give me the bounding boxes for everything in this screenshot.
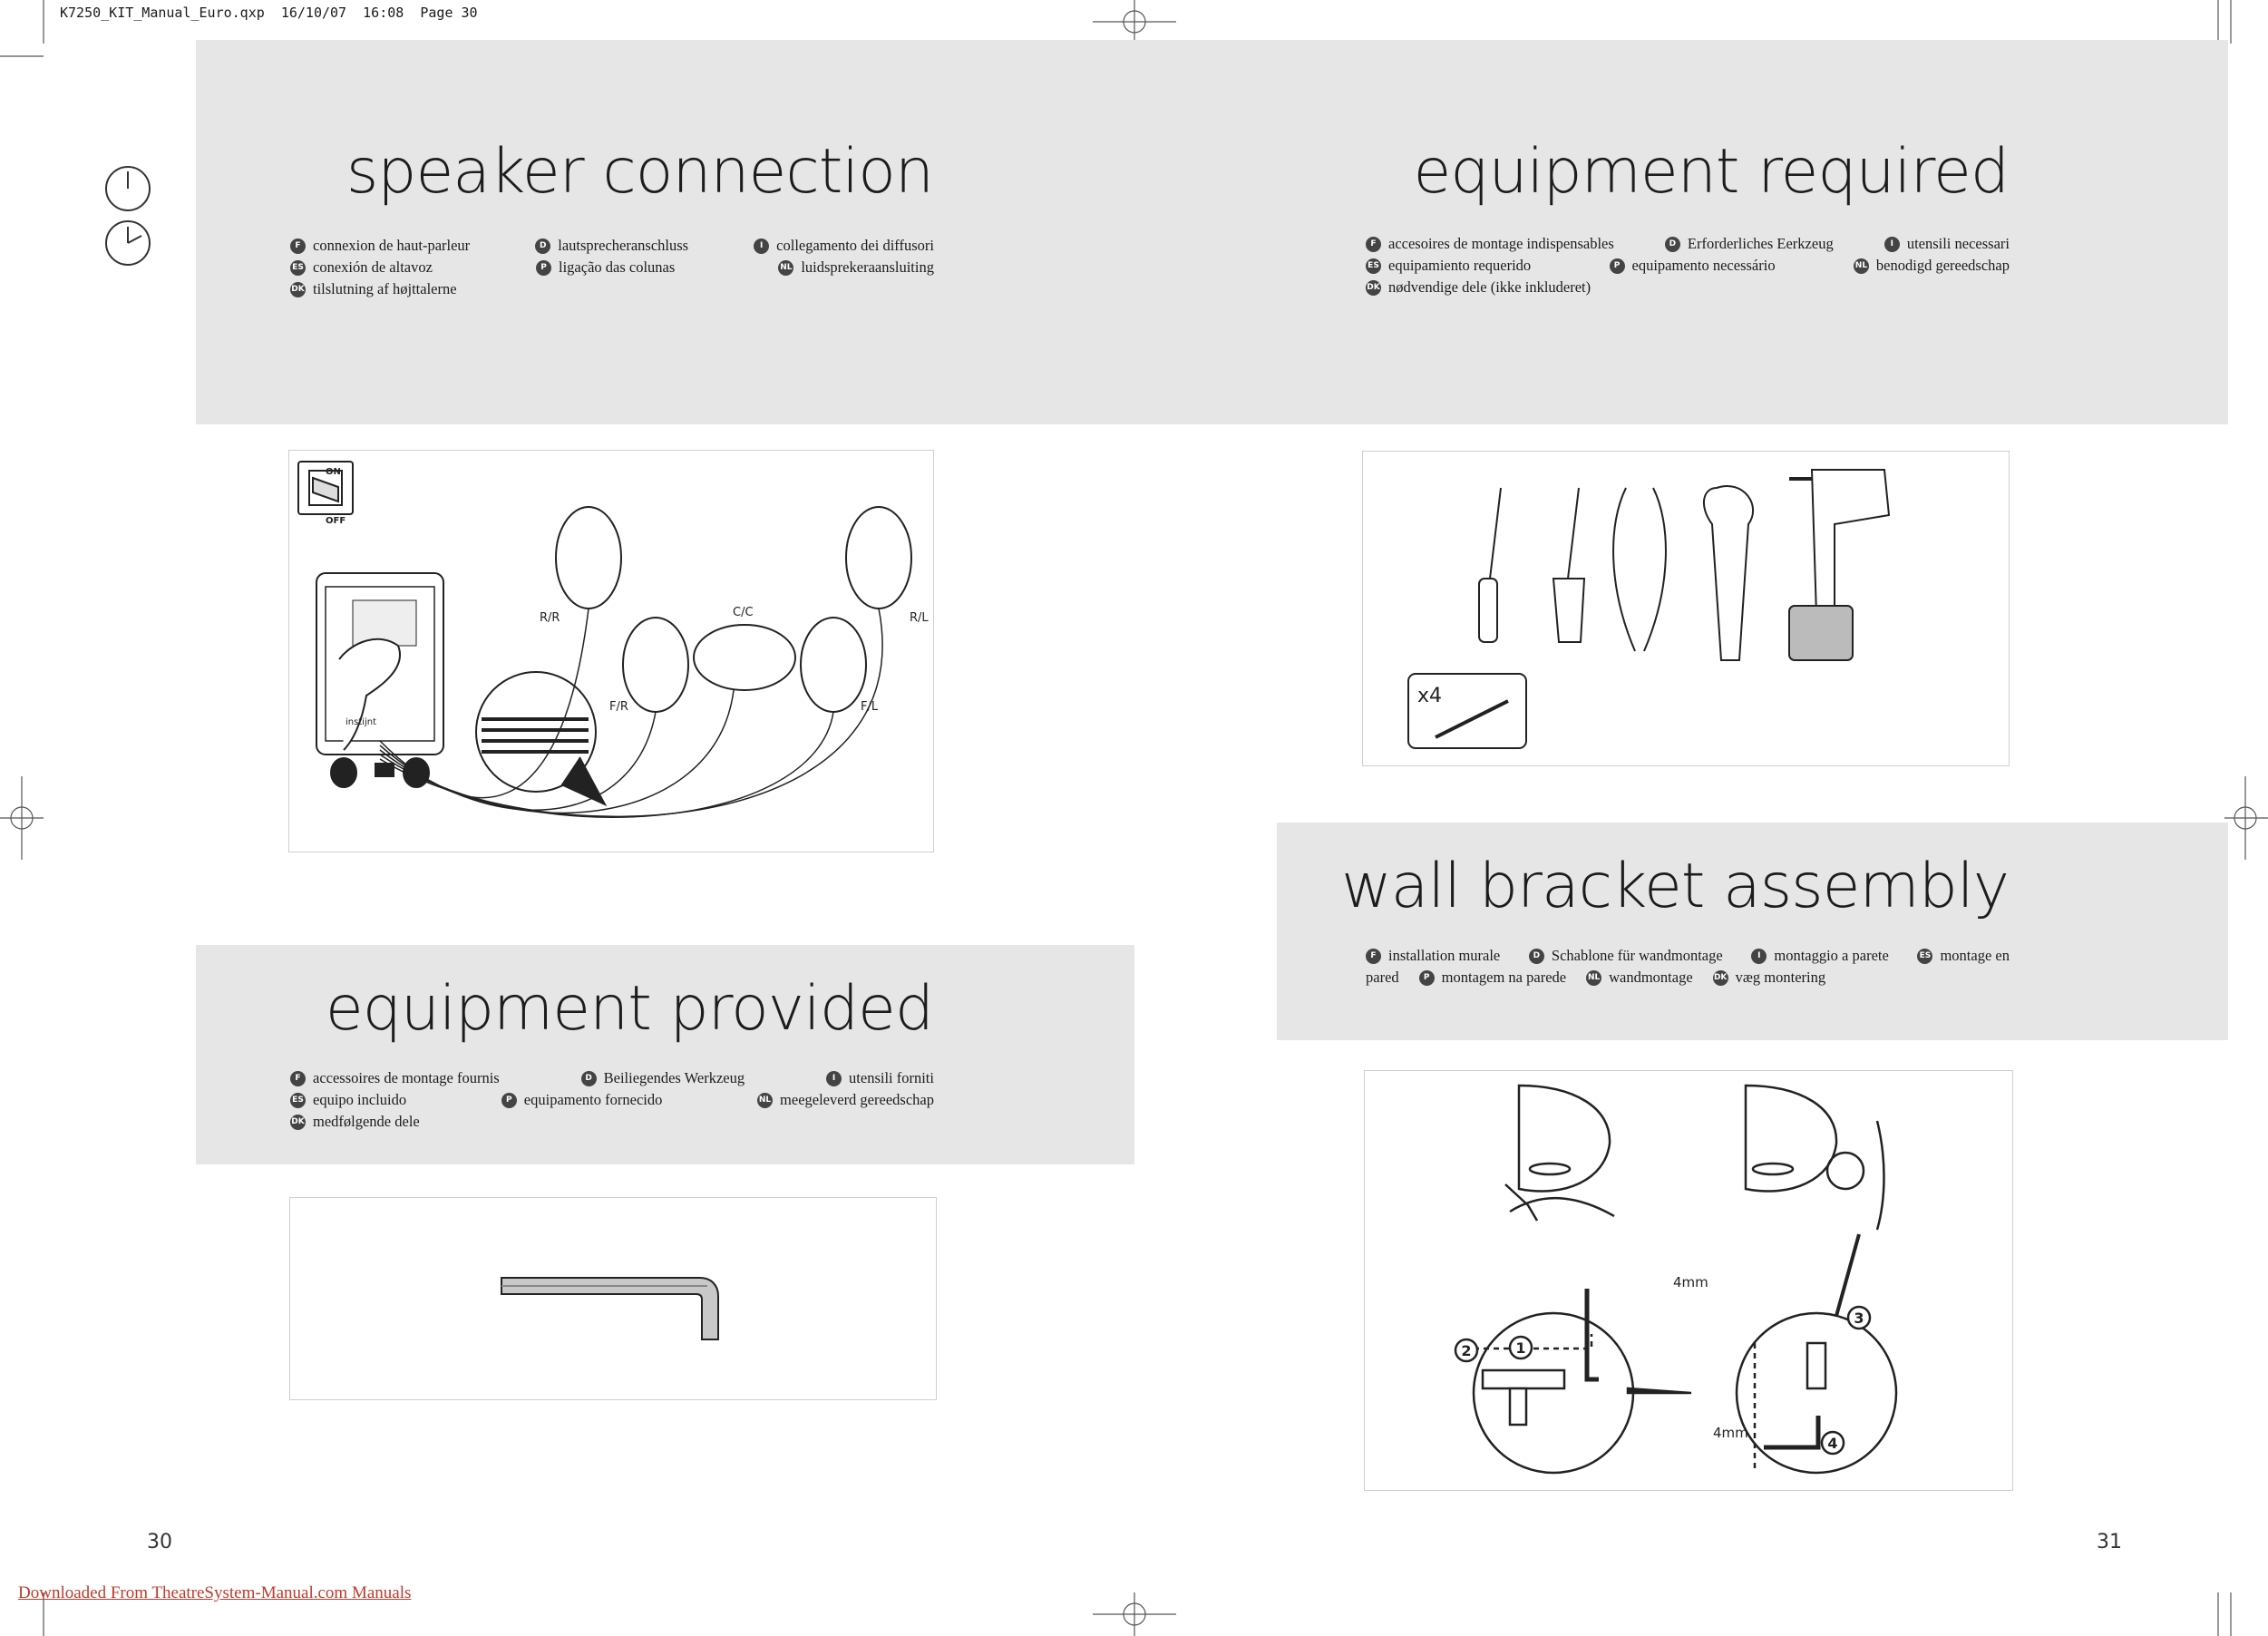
front-right-label: F/R — [609, 700, 628, 714]
page-number-left: 30 — [147, 1531, 172, 1553]
lang-badge: F — [1366, 949, 1381, 964]
rear-right-label: R/R — [540, 611, 560, 625]
lang-badge: ES — [290, 1093, 306, 1108]
wall-bracket-translations — [1366, 945, 2010, 988]
lang-entry: NL benodigd gereedschap — [1854, 257, 2010, 274]
lang-badge: ES — [1917, 949, 1932, 964]
lang-badge: P — [501, 1093, 517, 1108]
brand-label: instijnt — [346, 717, 377, 727]
lang-badge: P — [1610, 258, 1625, 274]
lang-entry: F accessoires de montage fournis — [290, 1067, 500, 1089]
lang-badge: D — [1529, 949, 1544, 964]
lang-entry: F accesoires de montage indispensables — [1366, 233, 1614, 255]
translation-line — [290, 1067, 934, 1089]
quantity-label: x4 — [1417, 685, 1443, 707]
lang-badge: D — [535, 239, 550, 254]
lang-badge: DK — [1713, 970, 1728, 986]
translation-line — [290, 1111, 934, 1133]
wall-bracket-title: wall bracket assembly — [1341, 851, 2009, 922]
speaker-connection-panel — [196, 40, 1134, 424]
lang-entry: ES equipo incluido — [290, 1089, 406, 1111]
lang-entry: DK medfølgende dele — [291, 1113, 420, 1130]
lang-entry: NL meegeleverd gereedschap — [758, 1091, 934, 1108]
lang-entry: D Schablone für wandmontage — [1529, 945, 1723, 967]
translation-line — [1366, 967, 2010, 988]
lang-entry: NL luidsprekeraansluiting — [780, 258, 934, 276]
step-1-label: 1 — [1515, 1339, 1526, 1357]
translation-line — [1366, 945, 2010, 967]
lang-badge: D — [581, 1071, 597, 1086]
rear-left-label: R/L — [910, 611, 929, 625]
lang-entry: ES montage en — [1917, 945, 2010, 967]
speaker-connection-title: speaker connection — [346, 136, 933, 208]
lang-badge: I — [754, 239, 769, 254]
tool-size-label: 4mm — [1713, 1425, 1748, 1441]
lang-entry: P montagem na parede — [1419, 967, 1566, 988]
switch-off-label: OFF — [326, 516, 346, 526]
lang-continuation: pared — [1366, 969, 1399, 986]
center-label: C/C — [733, 606, 754, 619]
lang-badge: NL — [1586, 970, 1601, 986]
lang-entry: DK nødvendige dele (ikke inkluderet) — [1367, 278, 1591, 296]
lang-entry: F connexion de haut-parleur — [290, 235, 470, 257]
lang-badge: I — [1884, 237, 1900, 252]
lang-entry: I collegamento dei diffusori — [754, 235, 934, 257]
equipment-provided-title: equipment provided — [325, 973, 933, 1045]
clock-icon — [103, 163, 154, 270]
download-source-link[interactable]: Downloaded From TheatreSystem-Manual.com Manuals — [18, 1583, 412, 1602]
step-3-label: 3 — [1854, 1310, 1864, 1327]
lang-badge: F — [290, 1071, 306, 1086]
page-number-right: 31 — [2097, 1531, 2122, 1553]
lang-entry: DK væg montering — [1713, 969, 1826, 986]
lang-entry: I utensili necessari — [1884, 233, 2010, 255]
lang-badge: ES — [290, 260, 306, 276]
lang-entry: DK tilslutning af højttalerne — [291, 280, 457, 297]
equipment-required-title: equipment required — [1413, 136, 2009, 208]
lang-entry: I montaggio a parete — [1751, 945, 1888, 967]
allen-key-illustration — [289, 1197, 937, 1400]
equipment-required-panel — [1134, 40, 2228, 424]
lang-badge: I — [826, 1071, 842, 1086]
translation-line — [290, 257, 934, 278]
lang-entry: D Beiliegendes Werkzeug — [581, 1067, 745, 1089]
translation-line — [290, 235, 934, 257]
translation-line — [1366, 255, 2010, 277]
switch-on-label: ON — [326, 467, 341, 477]
lang-badge: F — [290, 239, 306, 254]
lang-badge: NL — [778, 260, 793, 276]
translation-line — [1366, 233, 2010, 255]
tool-size-label: 4mm — [1673, 1274, 1708, 1290]
lang-badge: ES — [1366, 258, 1381, 274]
step-2-label: 2 — [1461, 1342, 1472, 1359]
front-left-label: F/L — [861, 700, 879, 714]
lang-badge: DK — [290, 282, 306, 297]
equipment-provided-translations — [290, 1067, 934, 1133]
translation-line — [290, 1089, 934, 1111]
equipment-required-translations — [1366, 233, 2010, 298]
lang-badge: F — [1366, 237, 1381, 252]
lang-entry: P equipamento fornecido — [501, 1089, 663, 1111]
lang-entry: D lautsprecheranschluss — [535, 235, 688, 257]
translation-line — [1366, 277, 2010, 298]
print-slug: K7250_KIT_Manual_Euro.qxp 16/10/07 16:08 Page 30 — [60, 5, 478, 21]
lang-badge: DK — [290, 1115, 306, 1130]
speaker-connection-diagram — [288, 450, 934, 852]
speaker-connection-translations — [290, 235, 934, 300]
translation-line — [290, 278, 934, 300]
tools-illustration — [1362, 451, 2010, 766]
wall-bracket-diagram — [1364, 1070, 2013, 1491]
lang-entry: P equipamento necessário — [1610, 255, 1776, 277]
lang-entry: I utensili forniti — [826, 1067, 934, 1089]
lang-entry: D Erforderliches Eerkzeug — [1665, 233, 1834, 255]
lang-badge: DK — [1366, 280, 1381, 296]
lang-entry: ES conexión de altavoz — [290, 257, 433, 278]
lang-badge: NL — [757, 1093, 773, 1108]
step-4-label: 4 — [1827, 1435, 1838, 1452]
lang-badge: D — [1665, 237, 1680, 252]
lang-badge: NL — [1854, 258, 1869, 274]
lang-entry: F installation murale — [1366, 945, 1500, 967]
lang-badge: P — [1419, 970, 1435, 986]
lang-entry: NL wandmontage — [1587, 969, 1693, 986]
lang-badge: P — [536, 260, 551, 276]
lang-entry: ES equipamiento requerido — [1366, 255, 1531, 277]
lang-badge: I — [1751, 949, 1767, 964]
lang-entry: P ligação das colunas — [536, 257, 675, 278]
